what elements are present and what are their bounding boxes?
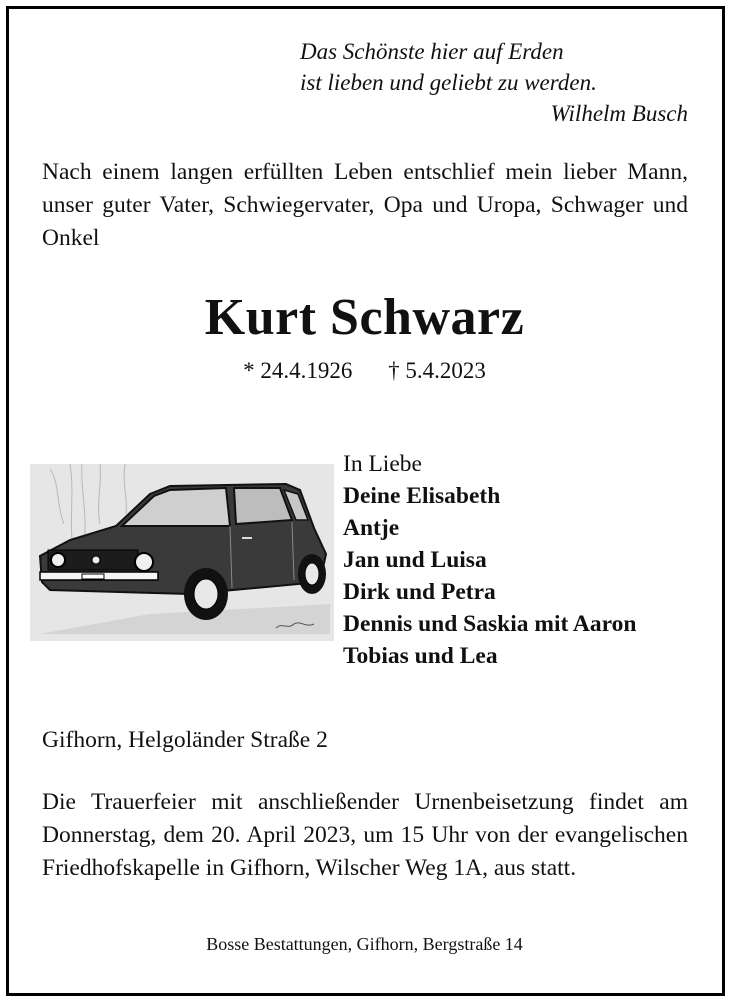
car-drawing-image	[30, 464, 334, 641]
quote-author: Wilhelm Busch	[550, 101, 688, 126]
death-date: † 5.4.2023	[388, 358, 486, 383]
family-member: Deine Elisabeth	[343, 483, 501, 509]
family-list	[343, 448, 636, 672]
birth-date: * 24.4.1926	[243, 358, 353, 383]
life-dates	[0, 358, 729, 384]
intro-text: Nach einem langen erfüllten Leben entschlief mein lieber Mann, unser guter Vater, Schwiegervater, Opa und Uropa, Schwager und Onkel	[42, 159, 688, 251]
funeral-notice: Die Trauerfeier mit anschließender Urnenbeisetzung findet am Donnerstag, dem 20. April 2023, um 15 Uhr von der evangelischen Friedhofskapelle in Gifhorn, Wilscher Weg 1A, aus statt.	[42, 789, 688, 881]
deceased-name: Kurt Schwarz	[204, 289, 525, 346]
family-member: Jan und Luisa	[343, 547, 487, 573]
quote-line-2: ist lieben und geliebt zu werden.	[300, 70, 597, 95]
family-member: Dirk und Petra	[343, 579, 496, 605]
family-address: Gifhorn, Helgoländer Straße 2	[42, 727, 328, 753]
car-drawing-icon	[30, 464, 334, 641]
family-member: Dennis und Saskia mit Aaron	[343, 611, 637, 637]
epigraph-quote	[300, 36, 688, 129]
family-member: Antje	[343, 515, 400, 541]
funeral-home-footer: Bosse Bestattungen, Gifhorn, Bergstraße 14	[206, 934, 523, 954]
family-heading: In Liebe	[343, 451, 422, 477]
family-member: Tobias und Lea	[343, 643, 498, 669]
quote-line-1: Das Schönste hier auf Erden	[300, 39, 564, 64]
